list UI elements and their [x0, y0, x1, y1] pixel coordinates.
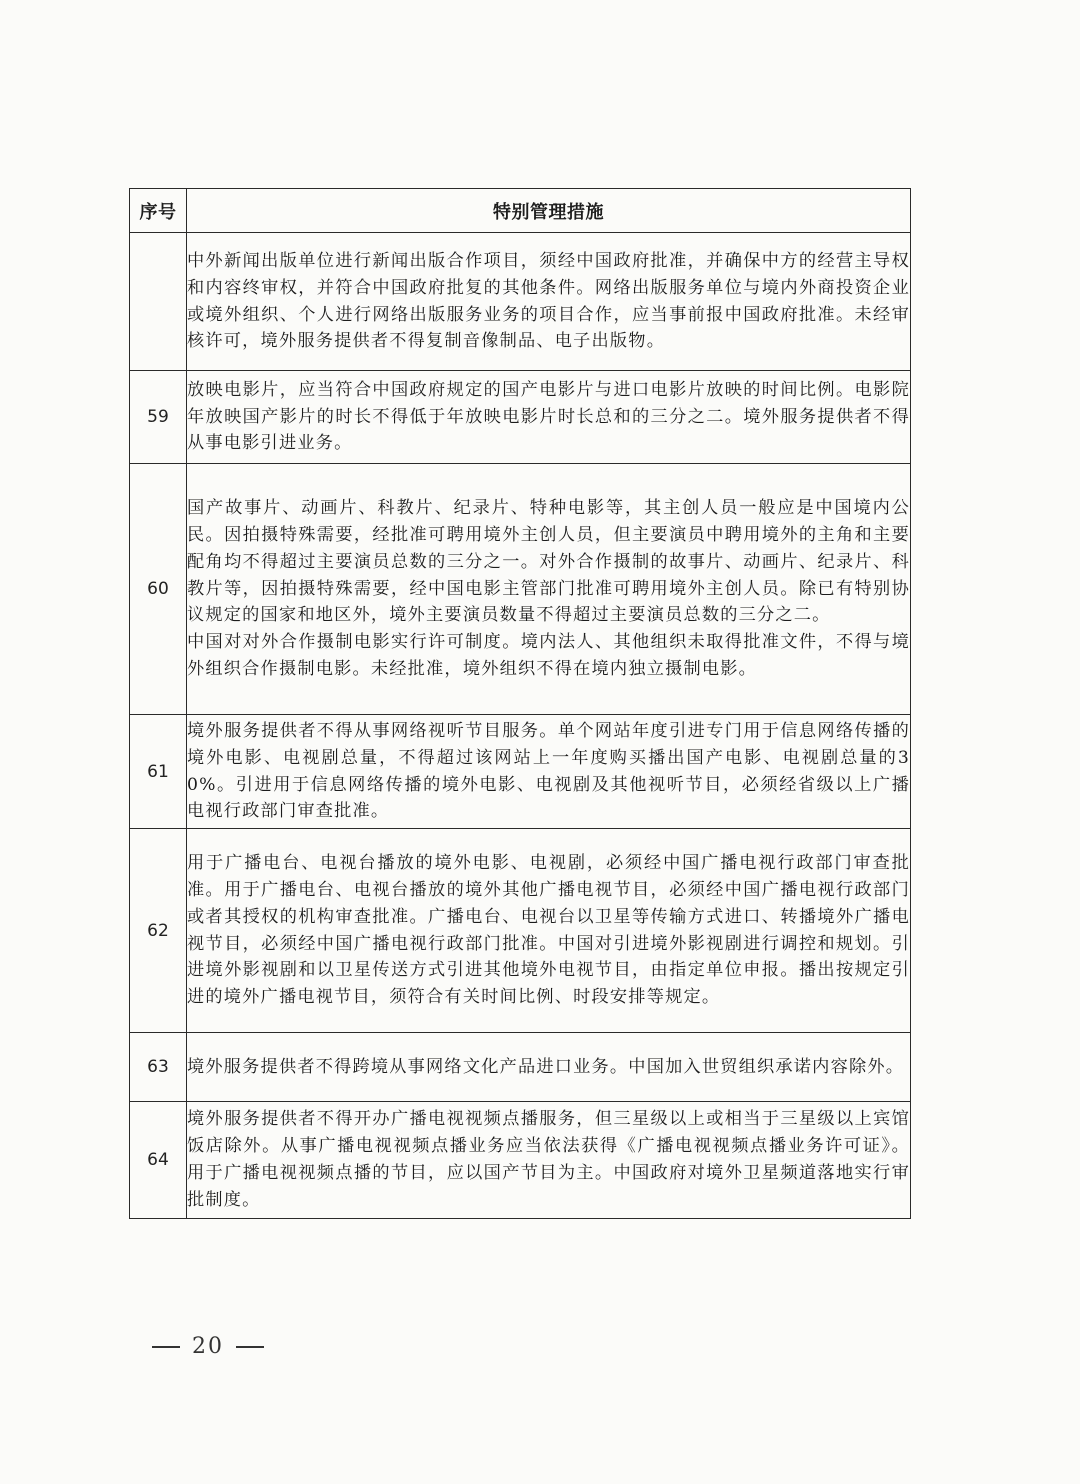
row-number: 60 [130, 464, 187, 715]
measure-paragraph: 国产故事片、动画片、科教片、纪录片、特种电影等，其主创人员一般应是中国境内公民。因拍摄特殊需要，经批准可聘用境外主创人员，但主要演员中聘用境外的主角和主要配角均不得超过主要演员总数的三分之一。对外合作摄制的故事片、动画片、纪录片、科教片等，因拍摄特殊需要，经中国电影主管部门批准可聘用境外主创人员。除已有特别协议规定的国家和地区外，境外主要演员数量不得超过主要演员总数的三分之二。 [187, 498, 910, 626]
table-row [130, 371, 911, 464]
header-number: 序号 [130, 189, 187, 233]
table-row [130, 1102, 911, 1219]
footer-dash-left [152, 1346, 180, 1348]
page-footer [140, 1334, 276, 1359]
footer-dash-right [236, 1346, 264, 1348]
row-measure-text [187, 829, 911, 1033]
row-number: 59 [130, 371, 187, 464]
measure-paragraph: 放映电影片，应当符合中国政府规定的国产电影片与进口电影片放映的时间比例。电影院年放映国产影片的时长不得低于年放映电影片时长总和的三分之二。境外服务提供者不得从事电影引进业务。 [187, 379, 910, 454]
row-number: 64 [130, 1102, 187, 1219]
table-row [130, 829, 911, 1033]
special-measures-table [129, 188, 911, 1219]
row-measure-text [187, 715, 911, 829]
table-row [130, 1033, 911, 1102]
measure-paragraph: 中国对对外合作摄制电影实行许可制度。境内法人、其他组织未取得批准文件，不得与境外组织合作摄制电影。未经批准，境外组织不得在境内独立摄制电影。 [187, 632, 910, 679]
measure-paragraph: 中外新闻出版单位进行新闻出版合作项目，须经中国政府批准，并确保中方的经营主导权和内容终审权，并符合中国政府批复的其他条件。网络出版服务单位与境内外商投资企业或境外组织、个人进行网络出版服务业务的项目合作，应当事前报中国政府批准。未经审核许可，境外服务提供者不得复制音像制品、电子出版物。 [187, 250, 910, 352]
measure-paragraph: 境外服务提供者不得开办广播电视视频点播服务，但三星级以上或相当于三星级以上宾馆饭店除外。从事广播电视视频点播业务应当依法获得《广播电视视频点播业务许可证》。用于广播电视视频点播的节目，应以国产节目为主。中国政府对境外卫星频道落地实行审批制度。 [187, 1109, 910, 1210]
row-number: 61 [130, 715, 187, 829]
table-header-row [130, 189, 911, 233]
measure-paragraph: 境外服务提供者不得从事网络视听节目服务。单个网站年度引进专门用于信息网络传播的境外电影、电视剧总量，不得超过该网站上一年度购买播出国产电影、电视剧总量的30%。引进用于信息网络传播的境外电影、电视剧及其他视听节目，必须经省级以上广播电视行政部门审查批准。 [187, 720, 910, 822]
header-measures: 特别管理措施 [187, 189, 911, 233]
row-measure-text [187, 1102, 911, 1219]
page-number: 20 [192, 1334, 224, 1359]
row-measure-text [187, 464, 911, 715]
row-measure-text [187, 233, 911, 371]
table-row [130, 233, 911, 371]
table-row [130, 464, 911, 715]
table-row [130, 715, 911, 829]
row-number: 63 [130, 1033, 187, 1102]
row-number: 62 [130, 829, 187, 1033]
row-measure-text [187, 371, 911, 464]
measure-paragraph: 境外服务提供者不得跨境从事网络文化产品进口业务。中国加入世贸组织承诺内容除外。 [187, 1056, 905, 1077]
row-number [130, 233, 187, 371]
measure-paragraph: 用于广播电台、电视台播放的境外电影、电视剧，必须经中国广播电视行政部门审查批准。用于广播电台、电视台播放的境外其他广播电视节目，必须经中国广播电视行政部门或者其授权的机构审查批准。广播电台、电视台以卫星等传输方式进口、转播境外广播电视节目，必须经中国广播电视行政部门批准。中国对引进境外影视剧进行调控和规划。引进境外影视剧和以卫星传送方式引进其他境外电视节目，由指定单位申报。播出按规定引进的境外广播电视节目，须符合有关时间比例、时段安排等规定。 [187, 853, 910, 1008]
row-measure-text [187, 1033, 911, 1102]
